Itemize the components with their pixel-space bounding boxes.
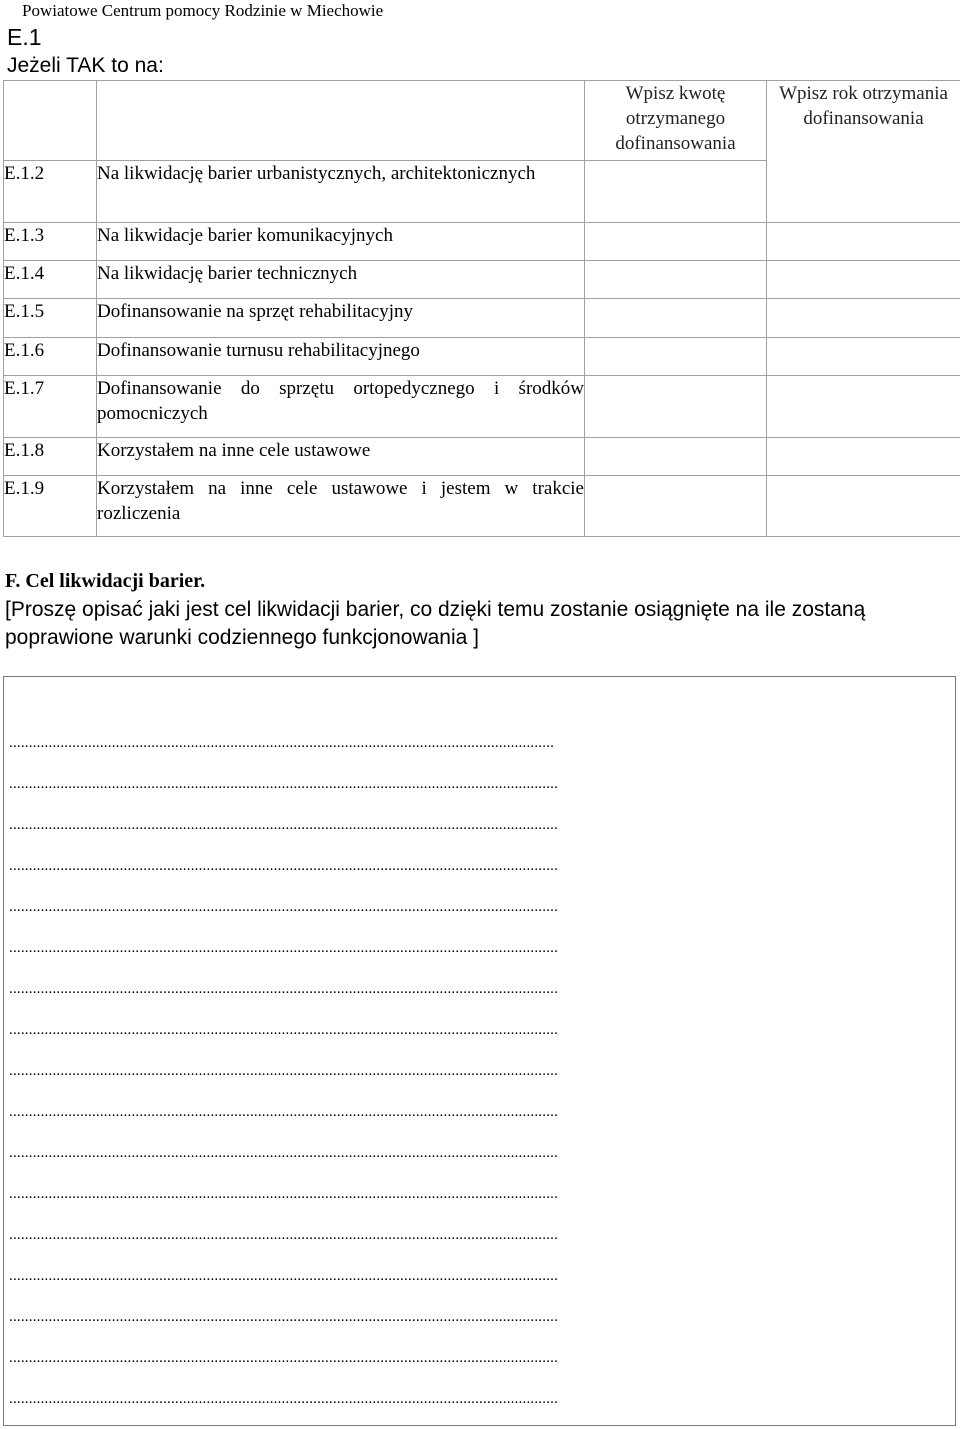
answer-dotted-line: ........................................................................................................................................... (9, 817, 559, 833)
table-row (4, 261, 960, 299)
if-yes-label: Jeżeli TAK to na: (7, 54, 164, 77)
answer-dotted-line: ........................................................................................................................................... (9, 940, 559, 956)
empty-header-cell (4, 81, 97, 161)
answer-dotted-line: ........................................................................................................................................... (9, 1145, 559, 1161)
table-row (4, 376, 960, 438)
year-input-cell[interactable] (767, 223, 960, 261)
answer-dotted-line: ........................................................................................................................................... (9, 899, 559, 915)
answer-dotted-line: .......................................................................................................................................... (9, 735, 555, 751)
amount-input-cell[interactable] (585, 476, 767, 537)
year-input-cell[interactable] (767, 438, 960, 476)
row-code: E.1.6 (4, 338, 97, 376)
table-row (4, 338, 960, 376)
table-header-row (4, 81, 960, 161)
answer-dotted-line: ........................................................................................................................................... (9, 776, 559, 792)
answer-dotted-line: ........................................................................................................................................... (9, 1309, 559, 1325)
table-row (4, 438, 960, 476)
amount-input-cell[interactable] (585, 261, 767, 299)
row-label: Dofinansowanie na sprzęt rehabilitacyjny (97, 299, 585, 338)
row-code: E.1.2 (4, 161, 97, 223)
row-label: Na likwidacje barier komunikacyjnych (97, 223, 585, 261)
year-input-cell[interactable] (767, 476, 960, 537)
amount-input-cell[interactable] (585, 376, 767, 438)
amount-input-cell[interactable] (585, 438, 767, 476)
row-label: Korzystałem na inne cele ustawowe (97, 438, 585, 476)
answer-dotted-line: ........................................................................................................................................... (9, 1104, 559, 1120)
answer-dotted-line: ........................................................................................................................................... (9, 1268, 559, 1284)
amount-input-cell[interactable] (585, 299, 767, 338)
year-column-header: Wpisz rok otrzymania dofinansowania (767, 81, 960, 223)
section-f-instruction: [Proszę opisać jaki jest cel likwidacji barier, co dzięki temu zostanie osiągnięte na ile zostaną poprawione warunki codziennego funkcjonowania ] (5, 598, 866, 649)
row-label: Na likwidację barier technicznych (97, 261, 585, 299)
answer-dotted-line: ........................................................................................................................................... (9, 858, 559, 874)
row-code: E.1.3 (4, 223, 97, 261)
table-row (4, 223, 960, 261)
row-label: Dofinansowanie turnusu rehabilitacyjnego (97, 338, 585, 376)
row-code: E.1.5 (4, 299, 97, 338)
row-code: E.1.4 (4, 261, 97, 299)
empty-header-cell (97, 81, 585, 161)
organization-name: Powiatowe Centrum pomocy Rodzinie w Miechowie (22, 1, 384, 20)
table-row (4, 299, 960, 338)
table-row (4, 476, 960, 537)
funding-table (3, 80, 960, 537)
answer-textarea[interactable] (3, 676, 956, 1426)
answer-dotted-line: ........................................................................................................................................... (9, 1350, 559, 1366)
year-input-cell[interactable] (767, 261, 960, 299)
answer-dotted-line: ........................................................................................................................................... (9, 981, 559, 997)
answer-dotted-line: ........................................................................................................................................... (9, 1022, 559, 1038)
year-input-cell[interactable] (767, 338, 960, 376)
answer-dotted-line: ........................................................................................................................................... (9, 1063, 559, 1079)
row-label: Dofinansowanie do sprzętu ortopedycznego i środków pomocniczych (97, 376, 585, 438)
year-input-cell[interactable] (767, 299, 960, 338)
amount-column-header: Wpisz kwotę otrzymanego dofinansowania (585, 81, 767, 161)
row-label: Korzystałem na inne cele ustawowe i jestem w trakcie rozliczenia (97, 476, 585, 537)
answer-dotted-line: ........................................................................................................................................... (9, 1186, 559, 1202)
section-code: E.1 (7, 24, 42, 50)
row-code: E.1.8 (4, 438, 97, 476)
row-label: Na likwidację barier urbanistycznych, architektonicznych (97, 161, 585, 223)
answer-dotted-line: ........................................................................................................................................... (9, 1227, 559, 1243)
row-code: E.1.9 (4, 476, 97, 537)
answer-dotted-line: ........................................................................................................................................... (9, 1391, 559, 1407)
section-f-title: F. Cel likwidacji barier. (5, 570, 206, 592)
amount-input-cell[interactable] (585, 223, 767, 261)
row-code: E.1.7 (4, 376, 97, 438)
amount-input-cell[interactable] (585, 161, 767, 223)
amount-input-cell[interactable] (585, 338, 767, 376)
year-input-cell[interactable] (767, 376, 960, 438)
